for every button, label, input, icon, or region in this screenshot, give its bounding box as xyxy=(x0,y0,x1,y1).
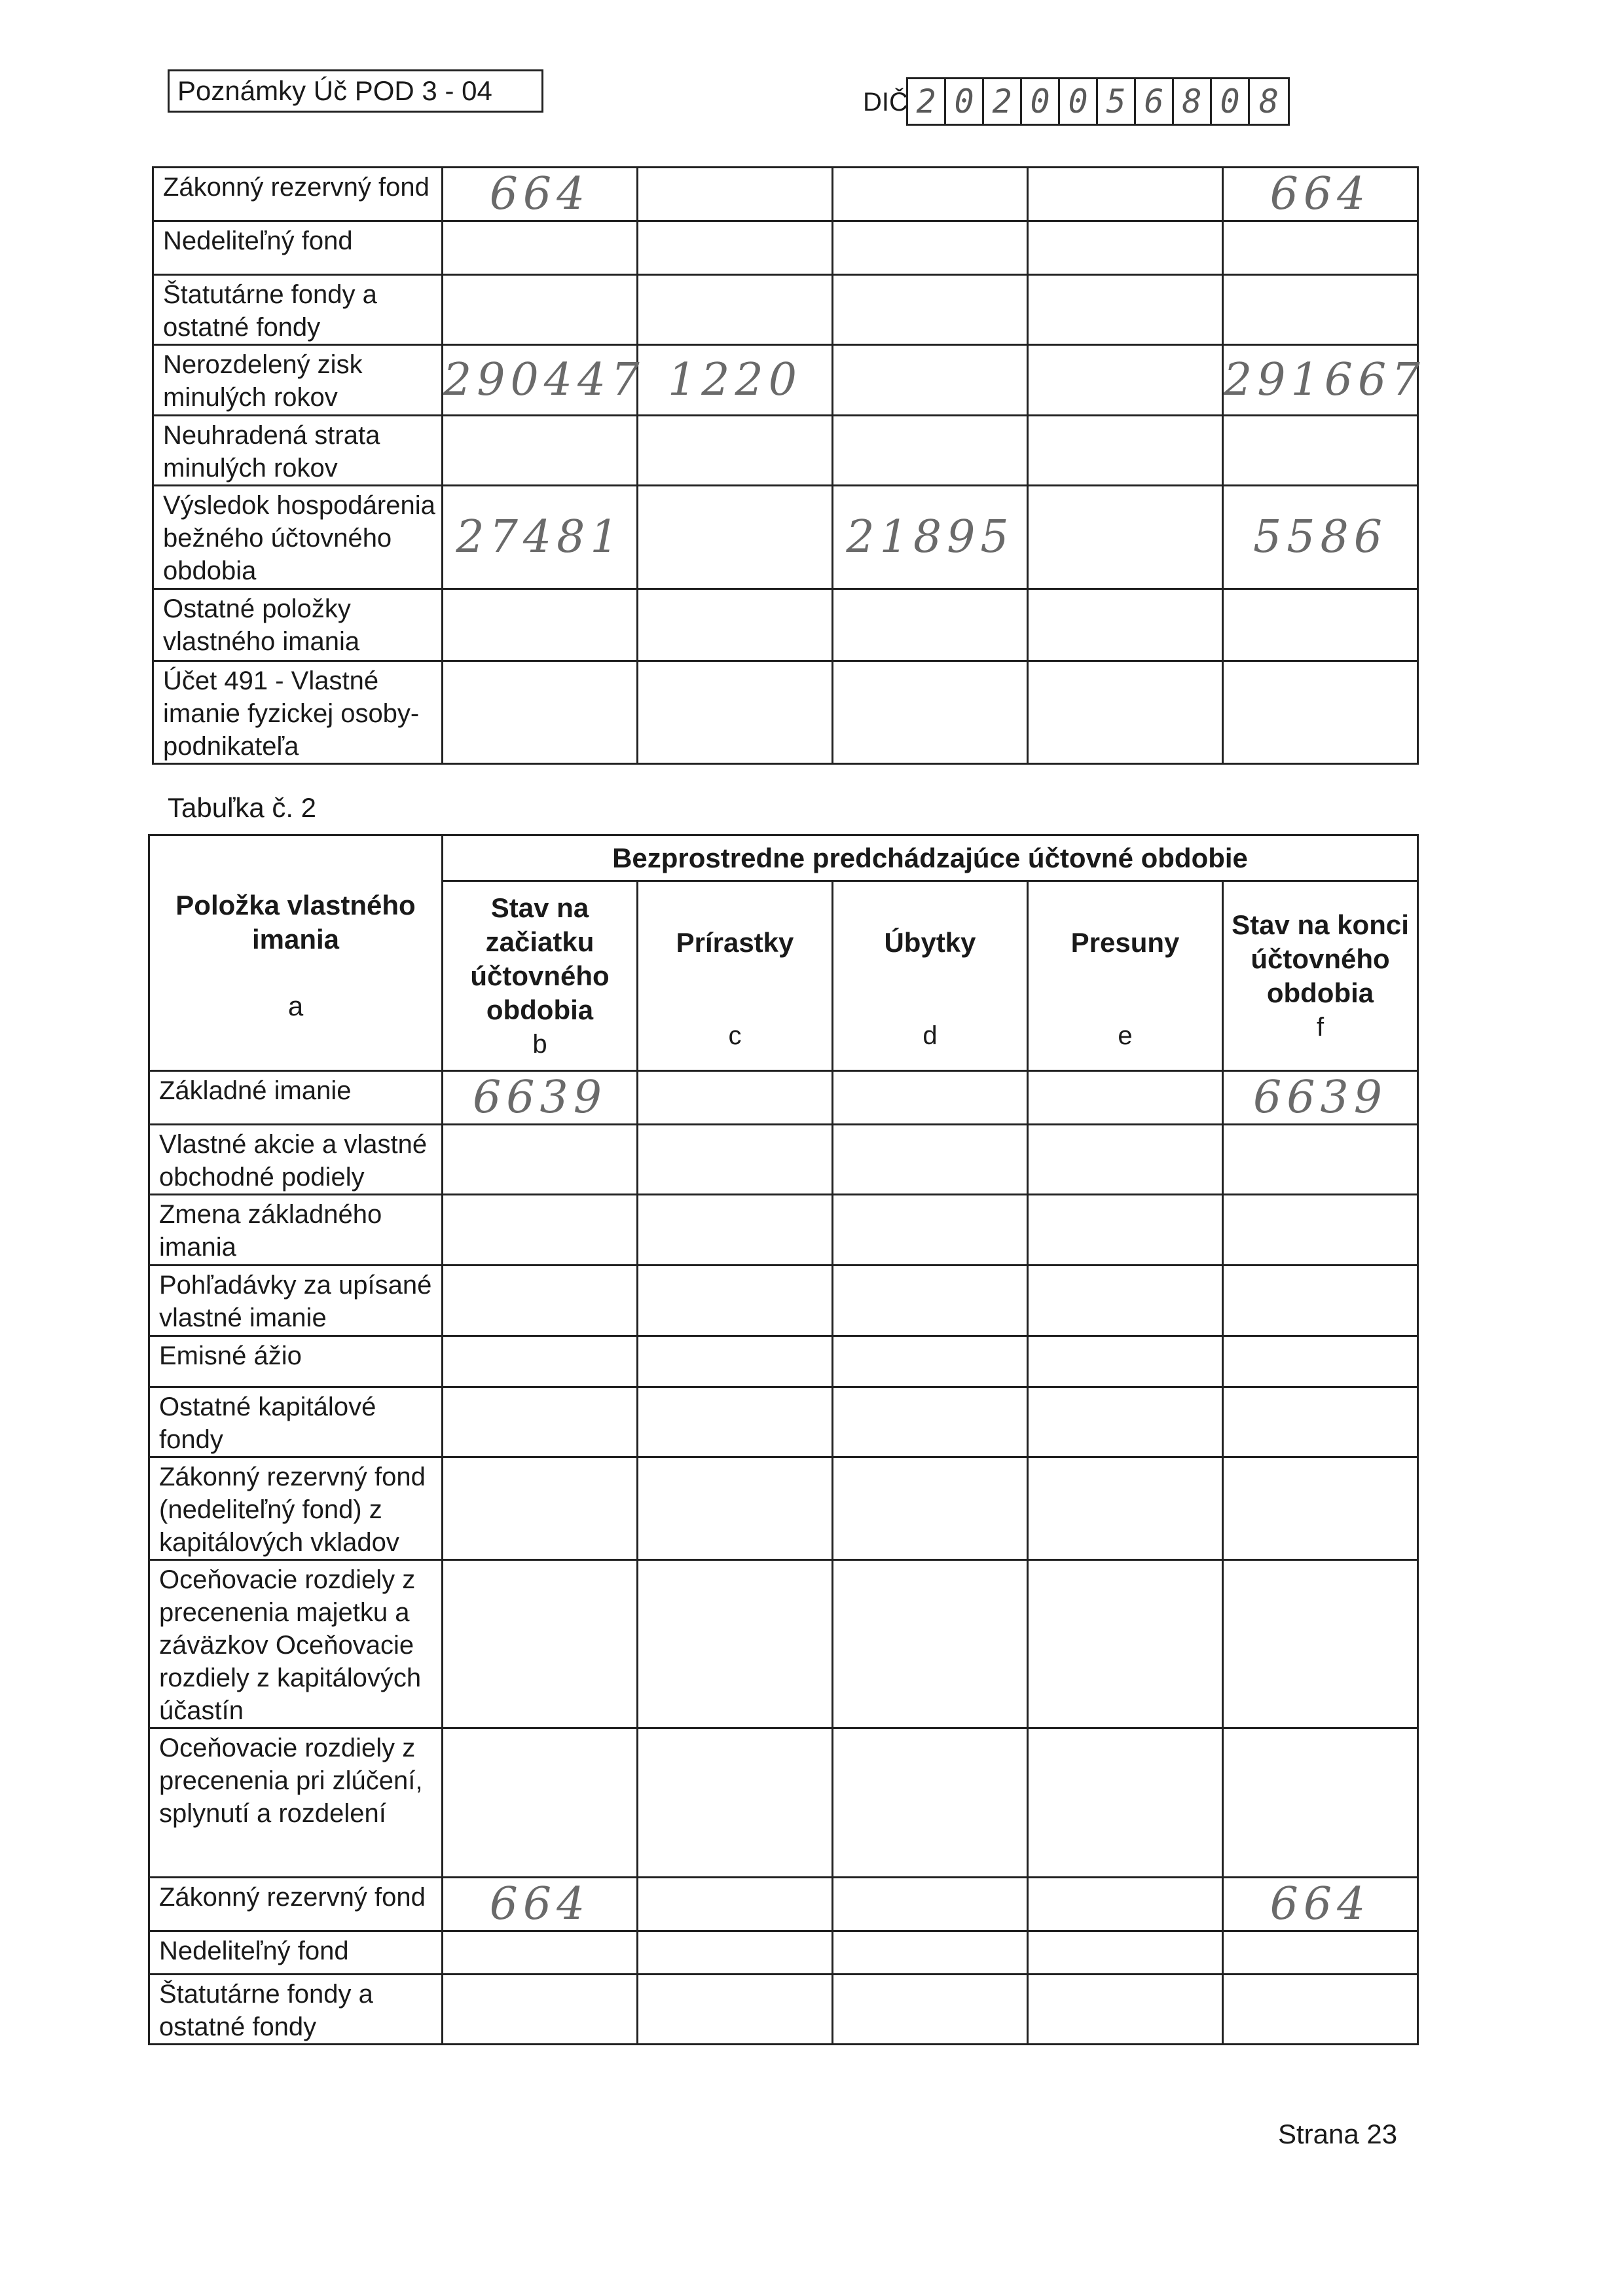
table-row xyxy=(153,416,1418,486)
value-cell-b xyxy=(443,1266,638,1336)
value-cell-e xyxy=(1028,1125,1223,1195)
value-cell-d xyxy=(833,1125,1028,1195)
table-row xyxy=(149,1728,1418,1878)
row-label: Účet 491 - Vlastné imanie fyzickej osoby-podnikateľa xyxy=(153,661,443,764)
value-cell-e xyxy=(1028,1387,1223,1457)
row-label: Emisné ážio xyxy=(149,1336,443,1387)
value-cell-d xyxy=(833,589,1028,661)
value-cell-d xyxy=(833,1336,1028,1387)
row-label: Ostatné položky vlastného imania xyxy=(153,589,443,661)
value-cell-c xyxy=(638,486,833,589)
col-letter-d: d xyxy=(923,1021,938,1050)
row-label: Pohľadávky za upísané vlastné imanie xyxy=(149,1266,443,1336)
table-row xyxy=(149,1975,1418,2045)
value-cell-d xyxy=(833,1975,1028,2045)
value-cell-e xyxy=(1028,1195,1223,1266)
value-cell-b: 27481 xyxy=(443,486,638,589)
col-letter-a: a xyxy=(287,991,304,1021)
col-head-c-label: Prírastky xyxy=(676,926,794,958)
value-cell-b xyxy=(443,1457,638,1560)
col-head-item-label: Položka vlastného imania xyxy=(175,890,416,955)
equity-table-continued xyxy=(152,166,1425,765)
dic-digit: 0 xyxy=(1060,79,1098,124)
dic-label: DIČ xyxy=(863,88,908,117)
row-label: Výsledok hospodárenia bežného účtovného obdobia xyxy=(153,486,443,589)
col-head-b-label: Stav na začiatku účtovného obdobia xyxy=(470,892,610,1025)
value-cell-f xyxy=(1223,1560,1418,1728)
value-cell-e xyxy=(1028,589,1223,661)
row-label: Zmena základného imania xyxy=(149,1195,443,1266)
table-row xyxy=(149,1125,1418,1195)
value-cell-c xyxy=(638,168,833,221)
row-label: Základné imanie xyxy=(149,1071,443,1125)
value-cell-f xyxy=(1223,1975,1418,2045)
value-cell-c xyxy=(638,1387,833,1457)
value-cell-f: 5586 xyxy=(1223,486,1418,589)
value-cell-f: 664 xyxy=(1223,168,1418,221)
value-cell-b xyxy=(443,1125,638,1195)
table-row xyxy=(153,275,1418,345)
value-cell-e xyxy=(1028,221,1223,275)
value-cell-d: 21895 xyxy=(833,486,1028,589)
dic-digit: 6 xyxy=(1136,79,1174,124)
value-cell-d xyxy=(833,1195,1028,1266)
value-cell-f xyxy=(1223,1336,1418,1387)
value-cell-b: 290447 xyxy=(443,345,638,416)
value-cell-e xyxy=(1028,345,1223,416)
value-cell-c xyxy=(638,1195,833,1266)
value-cell-c xyxy=(638,1560,833,1728)
value-cell-b xyxy=(443,589,638,661)
value-cell-f xyxy=(1223,275,1418,345)
row-label: Zákonný rezervný fond xyxy=(149,1878,443,1931)
col-head-d-label: Úbytky xyxy=(884,926,976,958)
value-cell-c xyxy=(638,1975,833,2045)
col-head-b xyxy=(443,881,638,1071)
table-row xyxy=(149,1071,1418,1125)
value-cell-d xyxy=(833,1387,1028,1457)
form-title: Poznámky Úč POD 3 - 04 xyxy=(168,69,543,113)
table-row xyxy=(149,1931,1418,1975)
row-label: Neuhradená strata minulých rokov xyxy=(153,416,443,486)
value-cell-c xyxy=(638,1266,833,1336)
row-label: Oceňovacie rozdiely z precenenia pri zlúčení, splynutí a rozdelení xyxy=(149,1728,443,1878)
value-cell-e xyxy=(1028,1266,1223,1336)
value-cell-f xyxy=(1223,1457,1418,1560)
col-head-f-label: Stav na konci účtovného obdobia xyxy=(1232,909,1409,1008)
value-cell-b xyxy=(443,275,638,345)
table-row xyxy=(153,589,1418,661)
value-cell-e xyxy=(1028,1975,1223,2045)
value-cell-d xyxy=(833,275,1028,345)
col-head-d xyxy=(833,881,1028,1071)
row-label: Štatutárne fondy a ostatné fondy xyxy=(149,1975,443,2045)
row-label: Ostatné kapitálové fondy xyxy=(149,1387,443,1457)
value-cell-c xyxy=(638,1878,833,1931)
table-caption: Tabuľka č. 2 xyxy=(168,792,317,823)
value-cell-c xyxy=(638,416,833,486)
table-row xyxy=(149,1387,1418,1457)
dic-digit: 5 xyxy=(1098,79,1136,124)
value-cell-e xyxy=(1028,275,1223,345)
row-label: Zákonný rezervný fond (nedeliteľný fond) z kapitálových vkladov xyxy=(149,1457,443,1560)
value-cell-b: 6639 xyxy=(443,1071,638,1125)
col-head-f xyxy=(1223,881,1418,1071)
value-cell-f xyxy=(1223,1266,1418,1336)
value-cell-c xyxy=(638,275,833,345)
value-cell-b xyxy=(443,1560,638,1728)
dic-digit: 8 xyxy=(1258,82,1279,120)
value-cell-b xyxy=(443,1931,638,1975)
value-cell-f xyxy=(1223,1931,1418,1975)
value-cell-f: 664 xyxy=(1223,1878,1418,1931)
value-cell-e xyxy=(1028,661,1223,764)
row-label: Zákonný rezervný fond xyxy=(153,168,443,221)
value-cell-d xyxy=(833,1457,1028,1560)
value-cell-d xyxy=(833,661,1028,764)
value-cell-b xyxy=(443,221,638,275)
value-cell-e xyxy=(1028,1931,1223,1975)
dic-digit: 0 xyxy=(946,79,984,124)
equity-table-2 xyxy=(148,834,1419,2045)
table-row xyxy=(149,1560,1418,1728)
value-cell-b xyxy=(443,1336,638,1387)
value-cell-b xyxy=(443,1728,638,1878)
value-cell-d xyxy=(833,221,1028,275)
dic-digit: 0 xyxy=(1212,79,1250,124)
value-cell-d xyxy=(833,1071,1028,1125)
col-letter-f: f xyxy=(1316,1012,1325,1042)
row-label: Oceňovacie rozdiely z precenenia majetku a záväzkov Oceňovacie rozdiely z kapitálových účastín xyxy=(149,1560,443,1728)
value-cell-b: 664 xyxy=(443,168,638,221)
row-label: Nedeliteľný fond xyxy=(149,1931,443,1975)
value-cell-f: 6639 xyxy=(1223,1071,1418,1125)
value-cell-f xyxy=(1223,1125,1418,1195)
value-cell-c: 1220 xyxy=(638,345,833,416)
table-row xyxy=(153,486,1418,589)
table-row xyxy=(149,1266,1418,1336)
col-head-e-label: Presuny xyxy=(1070,926,1180,958)
dic-digit: 8 xyxy=(1174,79,1212,124)
value-cell-f xyxy=(1223,1195,1418,1266)
value-cell-e xyxy=(1028,1336,1223,1387)
value-cell-e xyxy=(1028,168,1223,221)
period-header: Bezprostredne predchádzajúce účtovné obdobie xyxy=(443,835,1418,881)
value-cell-e xyxy=(1028,1560,1223,1728)
value-cell-c xyxy=(638,589,833,661)
value-cell-d xyxy=(833,416,1028,486)
value-cell-c xyxy=(638,1125,833,1195)
value-cell-c xyxy=(638,1071,833,1125)
value-cell-d xyxy=(833,1728,1028,1878)
dic-digit: 2 xyxy=(984,79,1022,124)
value-cell-e xyxy=(1028,1728,1223,1878)
value-cell-c xyxy=(638,221,833,275)
value-cell-f xyxy=(1223,589,1418,661)
value-cell-f xyxy=(1223,221,1418,275)
value-cell-f xyxy=(1223,416,1418,486)
value-cell-b xyxy=(443,661,638,764)
table-row xyxy=(153,661,1418,764)
value-cell-e xyxy=(1028,1457,1223,1560)
value-cell-d xyxy=(833,1266,1028,1336)
dic-digit: 0 xyxy=(1022,79,1060,124)
row-label: Nedeliteľný fond xyxy=(153,221,443,275)
col-head-c xyxy=(638,881,833,1071)
value-cell-d xyxy=(833,168,1028,221)
col-head-item xyxy=(149,835,443,1071)
table-row xyxy=(153,345,1418,416)
value-cell-c xyxy=(638,661,833,764)
value-cell-f: 291667 xyxy=(1223,345,1418,416)
dic-digit: 2 xyxy=(908,79,946,124)
value-cell-c xyxy=(638,1457,833,1560)
value-cell-e xyxy=(1028,1071,1223,1125)
value-cell-d xyxy=(833,1560,1028,1728)
value-cell-f xyxy=(1223,1387,1418,1457)
row-label: Štatutárne fondy a ostatné fondy xyxy=(153,275,443,345)
value-cell-b xyxy=(443,416,638,486)
value-cell-c xyxy=(638,1931,833,1975)
value-cell-b xyxy=(443,1195,638,1266)
dic-boxes xyxy=(906,77,1290,126)
value-cell-c xyxy=(638,1728,833,1878)
table-row xyxy=(149,1195,1418,1266)
value-cell-e xyxy=(1028,486,1223,589)
col-letter-e: e xyxy=(1118,1021,1133,1050)
value-cell-b xyxy=(443,1387,638,1457)
table-row xyxy=(149,1336,1418,1387)
col-letter-b: b xyxy=(532,1029,547,1059)
value-cell-b: 664 xyxy=(443,1878,638,1931)
value-cell-e xyxy=(1028,1878,1223,1931)
value-cell-d xyxy=(833,1931,1028,1975)
value-cell-d xyxy=(833,1878,1028,1931)
col-head-e xyxy=(1028,881,1223,1071)
table-row xyxy=(153,221,1418,275)
table-row xyxy=(153,168,1418,221)
value-cell-f xyxy=(1223,661,1418,764)
page-number: Strana 23 xyxy=(1278,2119,1398,2149)
value-cell-b xyxy=(443,1975,638,2045)
table-row xyxy=(149,1878,1418,1931)
value-cell-c xyxy=(638,1336,833,1387)
col-letter-c: c xyxy=(728,1021,742,1050)
value-cell-e xyxy=(1028,416,1223,486)
value-cell-f xyxy=(1223,1728,1418,1878)
table-row xyxy=(149,1457,1418,1560)
row-label: Nerozdelený zisk minulých rokov xyxy=(153,345,443,416)
value-cell-d xyxy=(833,345,1028,416)
row-label: Vlastné akcie a vlastné obchodné podiely xyxy=(149,1125,443,1195)
